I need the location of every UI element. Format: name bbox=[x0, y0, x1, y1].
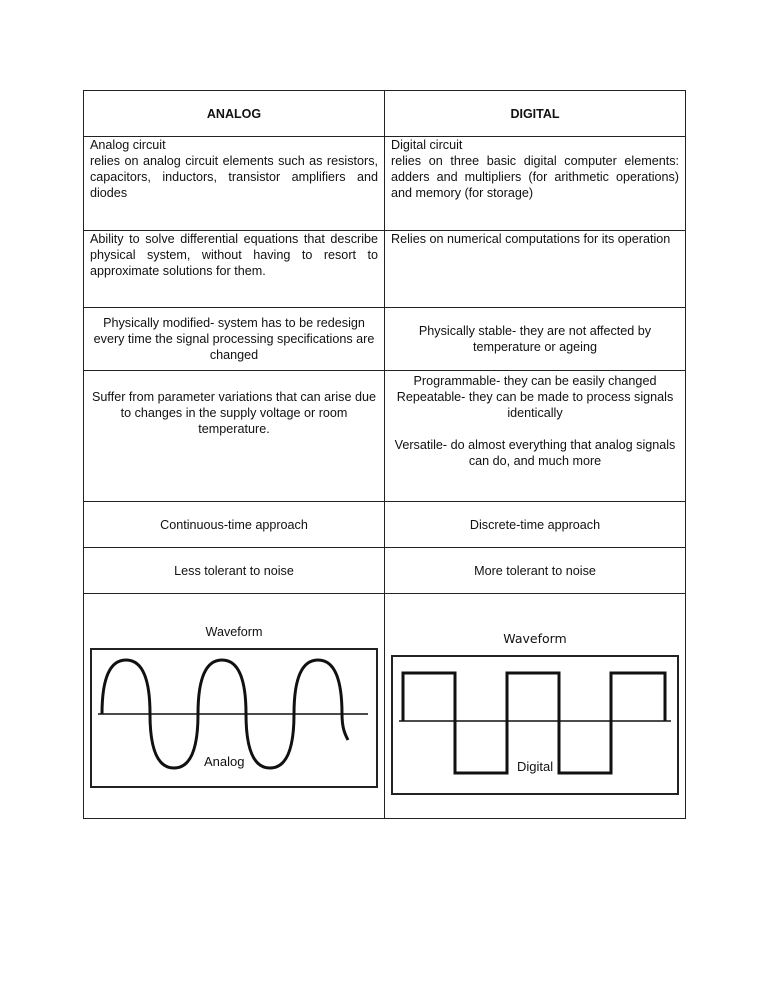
digital-stability-cell: Physically stable- they are not affected by temperature or ageing bbox=[385, 308, 686, 371]
digital-time-cell: Discrete-time approach bbox=[385, 502, 686, 548]
digital-circuit-text: relies on three basic digital computer elements: adders and multipliers (for arithmetic operations) and memory (for storage) bbox=[391, 154, 679, 200]
repeatable-text: Repeatable- they can be made to process signals identically bbox=[396, 390, 674, 420]
analog-time-cell: Continuous-time approach bbox=[84, 502, 385, 548]
analog-waveform-graphic bbox=[92, 650, 376, 782]
header-analog: ANALOG bbox=[84, 91, 385, 137]
digital-circuit-cell bbox=[385, 137, 686, 231]
analog-noise-cell: Less tolerant to noise bbox=[84, 548, 385, 594]
digital-caption: Digital bbox=[517, 759, 554, 774]
table-row bbox=[84, 594, 686, 819]
programmable-text: Programmable- they can be easily changed bbox=[413, 374, 657, 388]
analog-stability-cell: Physically modified- system has to be redesign every time the signal processing specifications are changed bbox=[84, 308, 385, 371]
table-row bbox=[84, 231, 686, 308]
table-row bbox=[84, 502, 686, 548]
table-row bbox=[84, 371, 686, 502]
digital-waveform-cell bbox=[385, 594, 686, 819]
comparison-table bbox=[83, 90, 686, 819]
table-row bbox=[84, 548, 686, 594]
analog-circuit-title: Analog circuit bbox=[90, 138, 166, 152]
table-row bbox=[84, 308, 686, 371]
table-row bbox=[84, 137, 686, 231]
digital-waveform-label: Waveform bbox=[503, 631, 567, 646]
square-wave bbox=[403, 673, 665, 773]
header-row bbox=[84, 91, 686, 137]
analog-waveform-figure bbox=[90, 648, 378, 788]
analog-circuit-text: relies on analog circuit elements such as resistors, capacitors, inductors, transistor amplifiers and diodes bbox=[90, 154, 378, 200]
digital-noise-cell: More tolerant to noise bbox=[385, 548, 686, 594]
analog-waveform-label: Waveform bbox=[205, 625, 263, 639]
versatile-text: Versatile- do almost everything that analog signals can do, and much more bbox=[394, 438, 676, 468]
digital-circuit-title: Digital circuit bbox=[391, 138, 463, 152]
header-digital: DIGITAL bbox=[385, 91, 686, 137]
analog-circuit-cell bbox=[84, 137, 385, 231]
digital-waveform-graphic bbox=[393, 657, 677, 789]
analog-equations-cell: Ability to solve differential equations that describe physical system, without having to resort to approximate solutions for them. bbox=[84, 231, 385, 308]
analog-caption: Analog bbox=[204, 754, 245, 769]
digital-equations-cell: Relies on numerical computations for its operation bbox=[385, 231, 686, 308]
analog-variations-cell: Suffer from parameter variations that can arise due to changes in the supply voltage or room temperature. bbox=[84, 371, 385, 502]
digital-waveform-figure bbox=[391, 655, 679, 795]
analog-waveform-cell bbox=[84, 594, 385, 819]
digital-features-cell bbox=[385, 371, 686, 502]
